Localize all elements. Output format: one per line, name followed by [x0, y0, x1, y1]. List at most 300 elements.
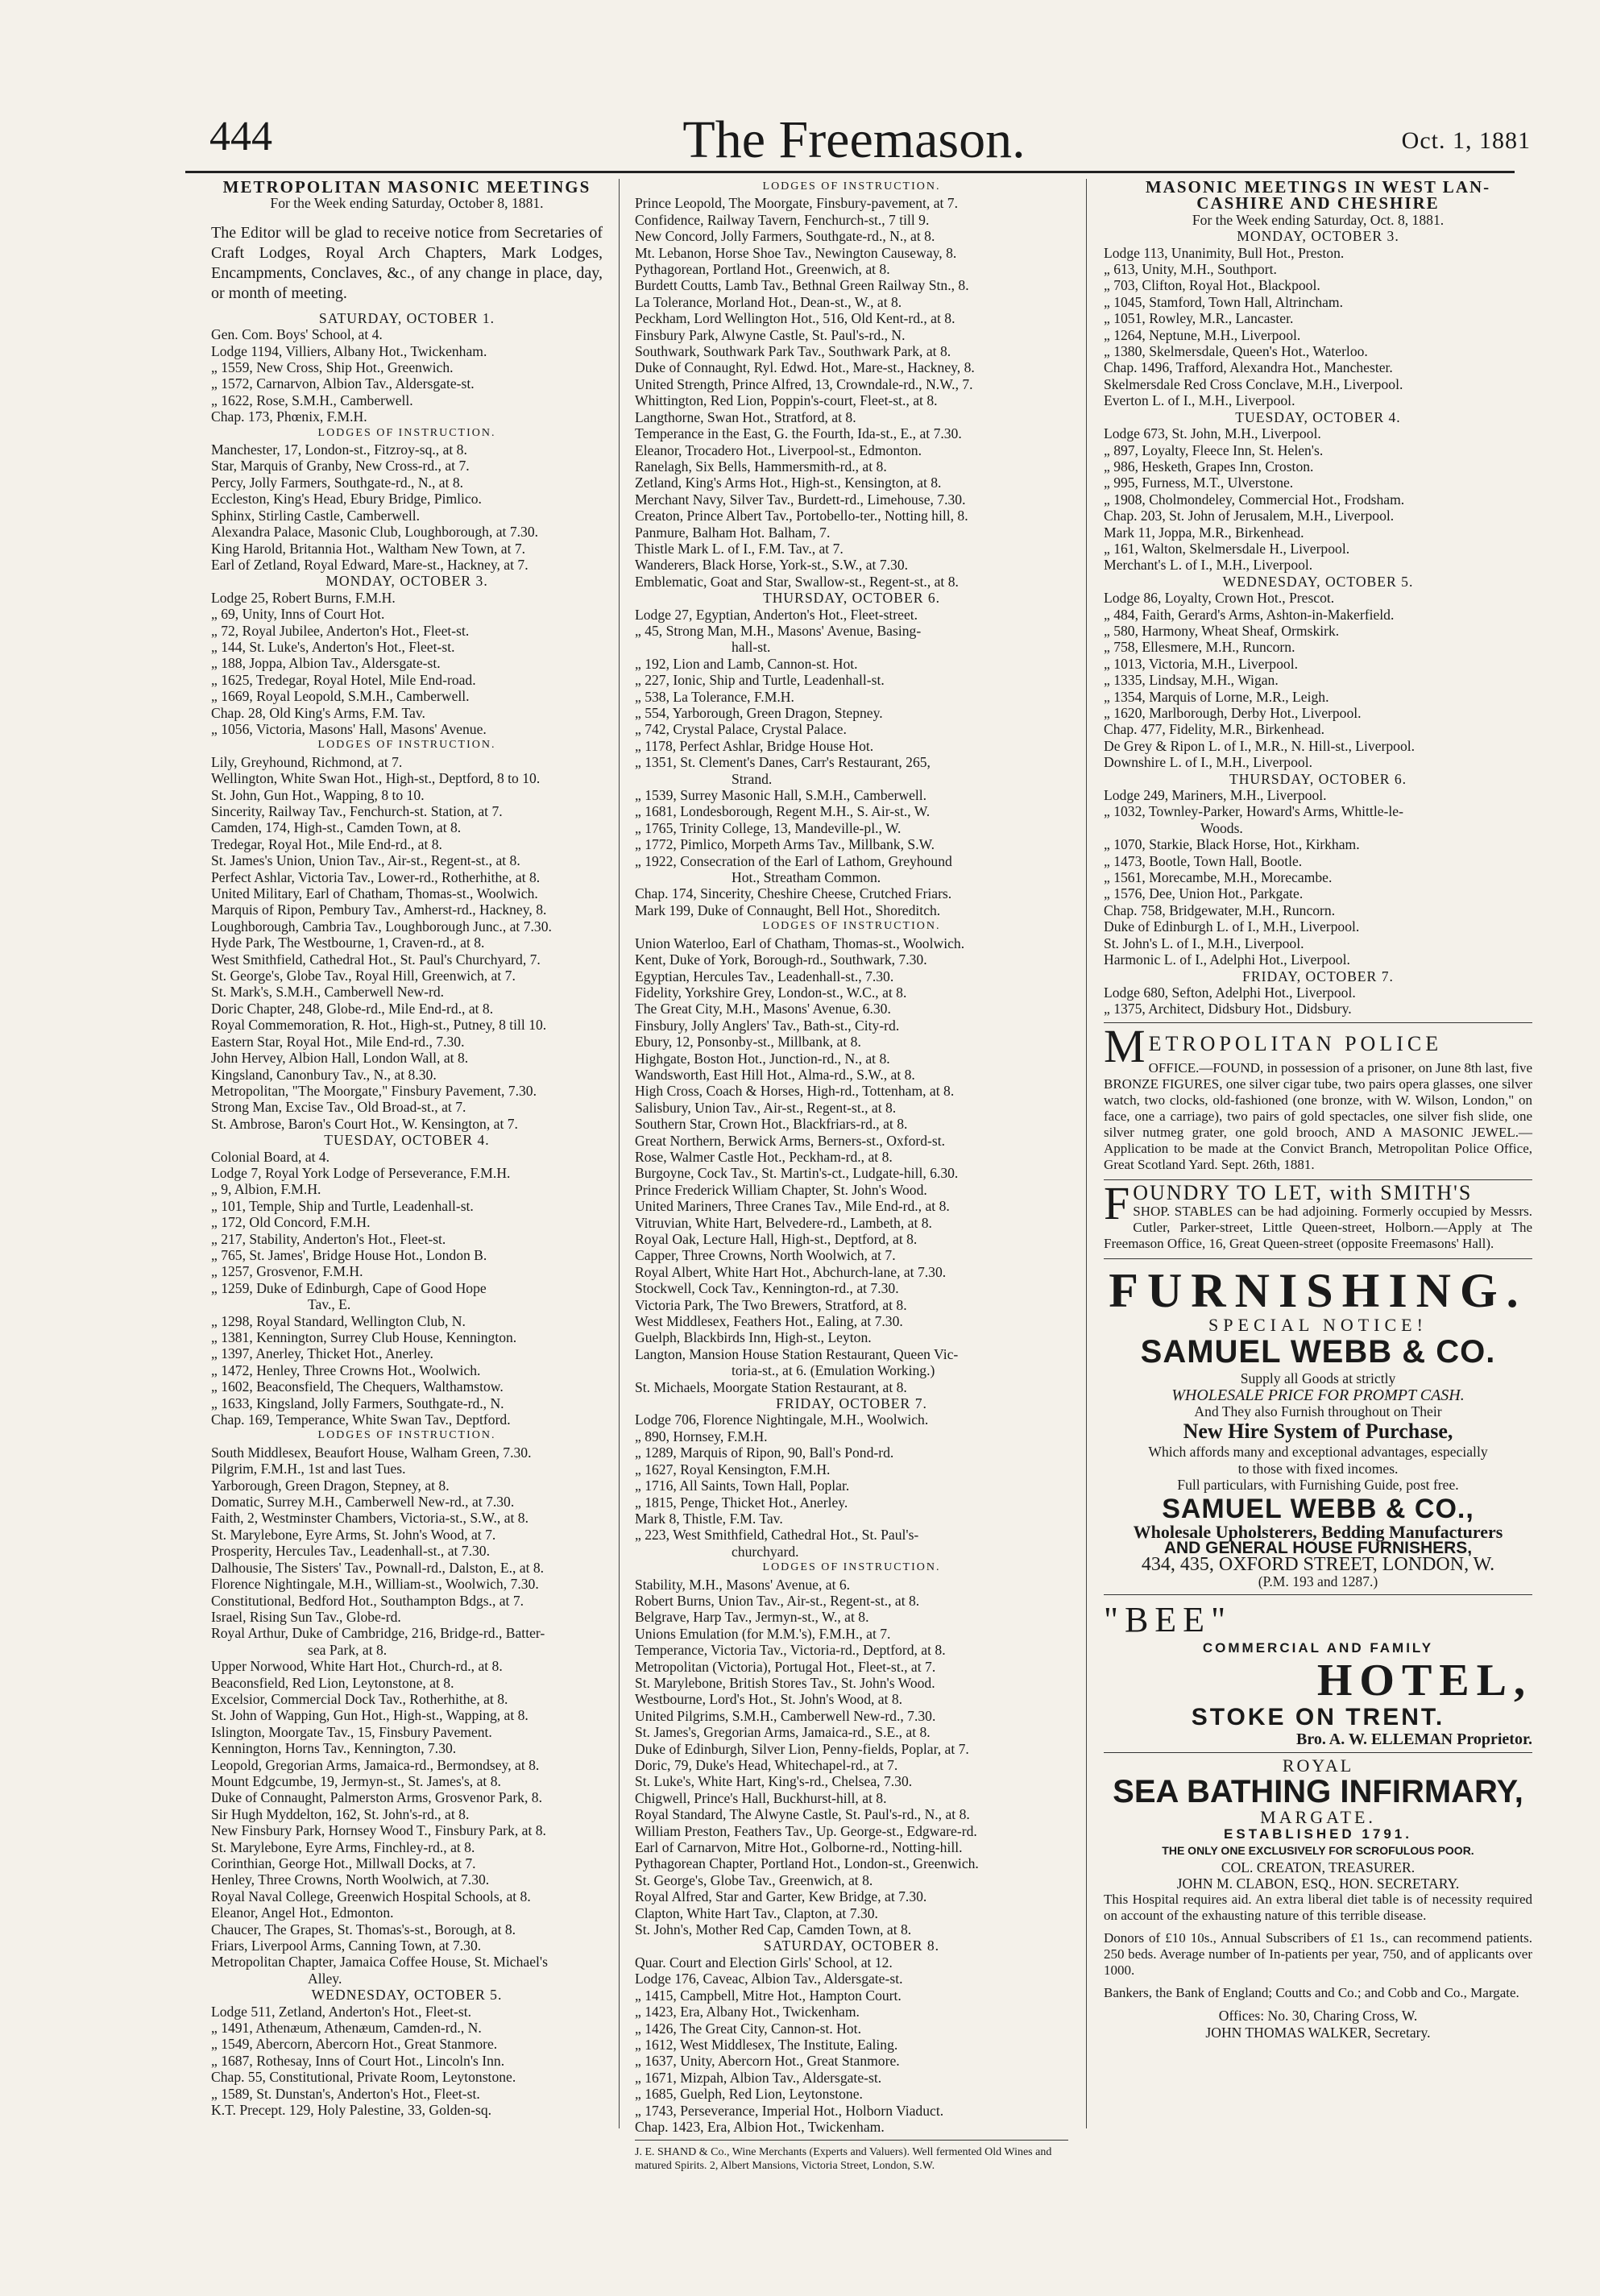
meeting-entry: Ebury, 12, Ponsonby-st., Millbank, at 8.	[635, 1034, 861, 1051]
firm-name: SAMUEL WEBB & CO.	[1140, 1334, 1496, 1370]
hotel-location: STOKE ON TRENT.	[1191, 1703, 1445, 1730]
meeting-entry: John Hervey, Albion Hall, London Wall, at 8.	[211, 1050, 469, 1067]
meeting-entry: Chap. 169, Temperance, White Swan Tav., Deptford.	[211, 1411, 511, 1428]
ad-line: JOHN THOMAS WALKER, Secretary.	[1205, 2024, 1431, 2041]
meeting-entry: Ranelagh, Six Bells, Hammersmith-rd., at 8.	[635, 458, 887, 475]
section-subheading: For the Week ending Saturday, October 8, 1881.	[270, 195, 544, 212]
meeting-entry: Eleanor, Trocadero Hot., Liverpool-st., Edmonton.	[635, 441, 922, 458]
ad-line: WHOLESALE PRICE FOR PROMPT CASH.	[1171, 1386, 1465, 1404]
meeting-entry: „ 1351, St. Clement's Danes, Carr's Restaurant, 265,	[635, 754, 931, 771]
meeting-entry: Florence Nightingale, M.H., William-st., Woolwich, 7.30.	[211, 1576, 539, 1593]
meeting-entry: Unions Emulation (for M.M.'s), F.M.H., at 7.	[635, 1625, 891, 1642]
meeting-entry: Duke of Edinburgh L. of I., M.H., Liverpool.	[1104, 918, 1360, 935]
meeting-entry: „ 897, Loyalty, Fleece Inn, St. Helen's.	[1104, 441, 1324, 458]
meeting-entry: St. James's, Gregorian Arms, Jamaica-rd., S.E., at 8.	[635, 1724, 931, 1741]
meeting-entry: „ 580, Harmony, Wheat Sheaf, Ormskirk.	[1104, 622, 1340, 639]
meeting-entry: „ 1381, Kennington, Surrey Club House, Kennington.	[211, 1329, 517, 1345]
meeting-entry: „ 192, Lion and Lamb, Cannon-st. Hot.	[635, 655, 858, 672]
meeting-entry: „ 1354, Marquis of Lorne, M.R., Leigh.	[1104, 688, 1329, 705]
meeting-entry: Alexandra Palace, Masonic Club, Loughborough, at 7.30.	[211, 524, 539, 541]
meeting-entry: Peckham, Lord Wellington Hot., 516, Old Kent-rd., at 8.	[635, 310, 955, 327]
meeting-entry: Langton, Mansion House Station Restaurant, Queen Vic-	[635, 1345, 959, 1362]
meeting-entry: Mount Edgcumbe, 19, Jermyn-st., St. James's, at 8.	[211, 1772, 501, 1789]
ad-line: Offices: No. 30, Charing Cross, W.	[1218, 2008, 1418, 2025]
ad-body: Bankers, the Bank of England; Coutts and Co.; and Cobb and Co., Margate.	[1104, 1985, 1519, 2001]
meeting-entry: Robert Burns, Union Tav., Air-st., Regent-st., at 8.	[635, 1592, 920, 1609]
meeting-entry: hall-st.	[732, 639, 771, 656]
day-heading: WEDNESDAY, OCTOBER 5.	[311, 1987, 503, 2004]
meeting-entry: Lodge 1194, Villiers, Albany Hot., Twickenham.	[211, 342, 487, 359]
meeting-entry: „ 1743, Perseverance, Imperial Hot., Holborn Viaduct.	[635, 2102, 944, 2119]
meeting-entry: Langthorne, Swan Hot., Stratford, at 8.	[635, 408, 856, 425]
meeting-entry: Thistle Mark L. of I., F.M. Tav., at 7.	[635, 540, 844, 557]
meeting-entry: Beaconsfield, Red Lion, Leytonstone, at 8.	[211, 1674, 454, 1691]
meeting-entry: „ 144, St. Luke's, Anderton's Hot., Fleet-st.	[211, 638, 455, 655]
infirmary-ad	[1104, 1755, 1532, 2041]
meeting-entry: „ 1426, The Great City, Cannon-st. Hot.	[635, 2020, 861, 2037]
bee-hotel-ad	[1104, 1600, 1532, 1747]
meeting-entry: Whittington, Red Lion, Poppin's-court, Fleet-st., at 8.	[635, 392, 938, 409]
meeting-entry: Chap. 1496, Trafford, Alexandra Hot., Manchester.	[1104, 359, 1393, 376]
meeting-entry: „ 1415, Campbell, Mitre Hot., Hampton Court.	[635, 1987, 902, 2004]
column-divider	[619, 179, 620, 2128]
meeting-entry: St. John's L. of I., M.H., Liverpool.	[1104, 935, 1304, 951]
meeting-entry: Royal Naval College, Greenwich Hospital Schools, at 8.	[211, 1888, 531, 1904]
ad-line: ROYAL	[1282, 1755, 1354, 1776]
meeting-entry: Earl of Zetland, Royal Edward, Mare-st., Hackney, at 7.	[211, 556, 528, 573]
meeting-entry: Manchester, 17, London-st., Fitzroy-sq., at 8.	[211, 441, 467, 458]
masthead-rule	[185, 171, 1515, 173]
meeting-entry: Mark 11, Joppa, M.R., Birkenhead.	[1104, 524, 1304, 541]
meeting-entry: Metropolitan (Victoria), Portugal Hot., Fleet-st., at 7.	[635, 1658, 936, 1675]
meeting-entry: New Finsbury Park, Hornsey Wood T., Finsbury Park, at 8.	[211, 1822, 546, 1839]
ad-line: (P.M. 193 and 1287.)	[1258, 1573, 1378, 1589]
day-heading: THURSDAY, OCTOBER 6.	[762, 590, 941, 607]
meeting-entry: Colonial Board, at 4.	[211, 1148, 330, 1165]
meeting-entry: Guelph, Blackbirds Inn, High-st., Leyton.	[635, 1329, 872, 1346]
meeting-entry: „ 1013, Victoria, M.H., Liverpool.	[1104, 655, 1298, 672]
meeting-entry: „ 161, Walton, Skelmersdale H., Liverpool.	[1104, 540, 1350, 557]
meeting-entry: „ 613, Unity, M.H., Southport.	[1104, 261, 1277, 278]
section-heading-cont: CASHIRE AND CHESHIRE	[1196, 193, 1440, 213]
meeting-entry: St. Ambrose, Baron's Court Hot., W. Kensington, at 7.	[211, 1115, 518, 1132]
meeting-entry: Royal Standard, The Alwyne Castle, St. Paul's-rd., N., at 8.	[635, 1806, 970, 1823]
meeting-entry: „ 1671, Mizpah, Albion Tav., Aldersgate-st.	[635, 2069, 882, 2086]
meeting-entry: Creaton, Prince Albert Tav., Portobello-ter., Notting hill, 8.	[635, 508, 968, 524]
meeting-entry: churchyard.	[732, 1543, 799, 1560]
meeting-entry: Chigwell, Prince's Hall, Buckhurst-hill, at 8.	[635, 1789, 887, 1806]
meeting-entry: „ 1908, Cholmondeley, Commercial Hot., Frodsham.	[1104, 491, 1405, 508]
ad-line: Which affords many and exceptional advantages, especially	[1148, 1444, 1488, 1461]
ad-line: to those with fixed incomes.	[1237, 1460, 1399, 1477]
meeting-entry: St. John, Gun Hot., Wapping, 8 to 10.	[211, 786, 425, 803]
subsection-heading: LODGES OF INSTRUCTION.	[317, 1429, 496, 1442]
meeting-entry: St. James's Union, Union Tav., Air-st., Regent-st., at 8.	[211, 852, 520, 869]
meeting-entry: St. Marylebone, British Stores Tav., St. John's Wood.	[635, 1674, 935, 1691]
police-notice	[1104, 1019, 1532, 1173]
meeting-entry: Lodge 7, Royal York Lodge of Perseverance, F.M.H.	[211, 1164, 511, 1181]
meeting-entry: „ 538, La Tolerance, F.M.H.	[635, 688, 794, 705]
meeting-entry: Henley, Three Crowns, North Woolwich, at 7.30.	[211, 1871, 490, 1888]
meeting-list	[1104, 228, 1532, 1017]
meeting-entry: „ 1765, Trinity College, 13, Mandeville-pl., W.	[635, 819, 902, 836]
masthead	[177, 110, 1531, 169]
meeting-entry: „ 172, Old Concord, F.M.H.	[211, 1214, 371, 1231]
foundry-body: SHOP. STABLES can be had adjoining. Formerly occupied by Messrs. Cutler, Parker-street, Little Queen-street, Holborn.—Apply at The Freemason Office, 16, Great Queen-street (opposite Freemasons' Hall).	[1104, 1203, 1532, 1251]
meeting-entry: Mark 199, Duke of Connaught, Bell Hot., Shoreditch.	[635, 901, 941, 918]
meeting-entry: Prince Frederick William Chapter, St. John's Wood.	[635, 1181, 927, 1198]
meeting-entry: „ 1423, Era, Albany Hot., Twickenham.	[635, 2004, 860, 2020]
meeting-entry: St. Marylebone, Eyre Arms, Finchley-rd., at 8.	[211, 1838, 475, 1855]
meeting-entry: „ 1620, Marlborough, Derby Hot., Liverpool.	[1104, 705, 1362, 721]
meeting-entry: Chap. 203, St. John of Jerusalem, M.H., Liverpool.	[1104, 508, 1395, 524]
meeting-entry: Wandsworth, East Hill Hot., Alma-rd., S.W., at 8.	[635, 1066, 915, 1083]
meeting-entry: Eastern Star, Royal Hot., Mile End-rd., 7.30.	[211, 1033, 465, 1050]
meeting-entry: United Strength, Prince Alfred, 13, Crowndale-rd., N.W., 7.	[635, 375, 973, 392]
day-heading: THURSDAY, OCTOBER 6.	[1229, 770, 1407, 787]
divider	[1104, 1258, 1532, 1259]
furnishing-ad	[1104, 1264, 1532, 1589]
divider	[1104, 1594, 1532, 1595]
meeting-entry: toria-st., at 6. (Emulation Working.)	[732, 1362, 935, 1379]
meeting-entry: „ 45, Strong Man, M.H., Masons' Avenue, Basing-	[635, 622, 922, 639]
meeting-entry: Strong Man, Excise Tav., Old Broad-st., at 7.	[211, 1099, 466, 1116]
meeting-entry: „ 1491, Athenæum, Athenæum, Camden-rd., N.	[211, 2020, 482, 2037]
ad-line: New Hire System of Purchase,	[1183, 1419, 1453, 1444]
meeting-entry: Israel, Rising Sun Tav., Globe-rd.	[211, 1608, 401, 1625]
meeting-entry: De Grey & Ripon L. of I., M.R., N. Hill-st., Liverpool.	[1104, 737, 1416, 754]
meeting-entry: United Mariners, Three Cranes Tav., Mile End-rd., at 8.	[635, 1198, 950, 1215]
meeting-entry: Kingsland, Canonbury Tav., N., at 8.30.	[211, 1066, 437, 1083]
meeting-entry: „ 9, Albion, F.M.H.	[211, 1181, 321, 1198]
meeting-entry: „ 1627, Royal Kensington, F.M.H.	[635, 1461, 831, 1477]
firm-name: SAMUEL WEBB & CO.,	[1162, 1493, 1474, 1524]
infirmary-name: SEA BATHING INFIRMARY,	[1113, 1774, 1523, 1810]
meeting-entry: Lodge 706, Florence Nightingale, M.H., Woolwich.	[635, 1411, 929, 1428]
foundry-ad	[1104, 1176, 1532, 1252]
meeting-entry: High Cross, Coach & Horses, High-rd., Tottenham, at 8.	[635, 1083, 955, 1100]
meeting-entry: St. George's, Globe Tav., Greenwich, at 8.	[635, 1871, 873, 1888]
meeting-entry: „ 1264, Neptune, M.H., Liverpool.	[1104, 326, 1301, 343]
meeting-entry: „ 484, Faith, Gerard's Arms, Ashton-in-Makerfield.	[1104, 606, 1395, 623]
meeting-entry: „ 1289, Marquis of Ripon, 90, Ball's Pond-rd.	[635, 1444, 894, 1461]
day-heading: SATURDAY, OCTOBER 8.	[763, 1938, 940, 1954]
meeting-entry: Lodge 176, Caveac, Albion Tav., Aldersgate-st.	[635, 1971, 903, 1987]
meeting-entry: Pythagorean Chapter, Portland Hot., London-st., Greenwich.	[635, 1855, 979, 1872]
meeting-entry: West Smithfield, Cathedral Hot., St. Paul's Churchyard, 7.	[211, 951, 541, 968]
meeting-entry: Kennington, Horns Tav., Kennington, 7.30.	[211, 1740, 457, 1757]
meeting-entry: Lodge 673, St. John, M.H., Liverpool.	[1104, 425, 1321, 442]
meeting-entry: King Harold, Britannia Hot., Waltham New Town, at 7.	[211, 540, 526, 557]
meeting-entry: United Pilgrims, S.M.H., Camberwell New-rd., 7.30.	[635, 1707, 936, 1724]
meeting-entry: Chap. 1423, Era, Albion Hot., Twickenham.	[635, 2118, 885, 2135]
meeting-entry: Confidence, Railway Tavern, Fenchurch-st., 7 till 9.	[635, 211, 930, 228]
meeting-entry: „ 1681, Londesborough, Regent M.H., S. Air-st., W.	[635, 803, 931, 820]
meeting-entry: Gen. Com. Boys' School, at 4.	[211, 326, 383, 343]
meeting-entry: Corinthian, George Hot., Millwall Docks, at 7.	[211, 1855, 476, 1871]
meeting-entry: Eccleston, King's Head, Ebury Bridge, Pimlico.	[211, 491, 482, 508]
meeting-entry: Doric, 79, Duke's Head, Whitechapel-rd., at 7.	[635, 1757, 898, 1773]
meeting-entry: Mark 8, Thistle, F.M. Tav.	[635, 1510, 783, 1527]
meeting-entry: Salisbury, Union Tav., Air-st., Regent-st., at 8.	[635, 1099, 897, 1116]
meeting-entry: „ 1622, Rose, S.M.H., Camberwell.	[211, 392, 413, 408]
meeting-entry: Leopold, Gregorian Arms, Jamaica-rd., Bermondsey, at 8.	[211, 1756, 540, 1773]
meeting-entry: William Preston, Feathers Tav., Up. George-st., Edgware-rd.	[635, 1822, 977, 1839]
ad-line: JOHN M. CLABON, ESQ., HON. SECRETARY.	[1176, 1875, 1460, 1892]
meeting-entry: Capper, Three Crowns, North Woolwich, at 7.	[635, 1247, 896, 1264]
police-headline: ETROPOLITAN POLICE	[1148, 1031, 1443, 1055]
meeting-entry: „ 758, Ellesmere, M.H., Runcorn.	[1104, 639, 1295, 656]
meeting-entry: Victoria Park, The Two Brewers, Stratford, at 8.	[635, 1296, 907, 1313]
divider	[1104, 1752, 1532, 1753]
meeting-entry: Downshire L. of I., M.H., Liverpool.	[1104, 754, 1312, 771]
meeting-entry: „ 1178, Perfect Ashlar, Bridge House Hot.	[635, 737, 874, 754]
meeting-entry: „ 1772, Pimlico, Morpeth Arms Tav., Millbank, S.W.	[635, 836, 935, 853]
section-subheading: For the Week ending Saturday, Oct. 8, 1881.	[1192, 211, 1445, 228]
meeting-entry: Woods.	[1200, 819, 1243, 836]
meeting-entry: „ 72, Royal Jubilee, Anderton's Hot., Fleet-st.	[211, 622, 470, 639]
meeting-entry: „ 1922, Consecration of the Earl of Lathom, Greyhound	[635, 852, 952, 869]
subsection-heading: LODGES OF INSTRUCTION.	[762, 920, 941, 933]
infirmary-place: MARGATE.	[1260, 1807, 1376, 1828]
special-notice: SPECIAL NOTICE!	[1208, 1314, 1428, 1335]
meeting-entry: „ 1602, Beaconsfield, The Chequers, Walthamstow.	[211, 1378, 504, 1395]
meeting-entry: Egyptian, Hercules Tav., Leadenhall-st., 7.30.	[635, 968, 894, 984]
meeting-entry: Duke of Edinburgh, Silver Lion, Penny-fields, Poplar, at 7.	[635, 1740, 969, 1757]
meeting-entry: Upper Norwood, White Hart Hot., Church-rd., at 8.	[211, 1658, 503, 1675]
meeting-entry: „ 1397, Anerley, Thicket Hot., Anerley.	[211, 1345, 433, 1362]
meeting-entry: „ 1625, Tredegar, Royal Hotel, Mile End-road.	[211, 671, 476, 688]
meeting-entry: „ 1549, Abercorn, Abercorn Hot., Great Stanmore.	[211, 2036, 498, 2053]
meeting-entry: sea Park, at 8.	[308, 1641, 388, 1658]
meeting-entry: Chaucer, The Grapes, St. Thomas's-st., Borough, at 8.	[211, 1921, 516, 1938]
meeting-entry: Lodge 27, Egyptian, Anderton's Hot., Fleet-street.	[635, 606, 918, 623]
meeting-list	[211, 310, 603, 2119]
meeting-entry: „ 1056, Victoria, Masons' Hall, Masons' Avenue.	[211, 720, 487, 737]
meeting-entry: „ 1669, Royal Leopold, S.M.H., Camberwell.	[211, 688, 470, 705]
newspaper-title: The Freemason.	[682, 110, 1026, 169]
meeting-entry: Eleanor, Angel Hot., Edmonton.	[211, 1904, 394, 1921]
day-heading: SATURDAY, OCTOBER 1.	[318, 309, 495, 326]
meeting-entry: „ 1070, Starkie, Black Horse, Hot., Kirkham.	[1104, 836, 1360, 853]
meeting-entry: Loughborough, Cambria Tav., Loughborough Junc., at 7.30.	[211, 918, 552, 935]
editor-notice: The Editor will be glad to receive notice from Secretaries of Craft Lodges, Royal Arch Chapters, Mark Lodges, Encampments, Conclaves, &c., of any change in place, day, or month of meeting.	[211, 223, 603, 302]
ad-line: Supply all Goods at strictly	[1240, 1370, 1396, 1387]
meeting-entry: „ 1259, Duke of Edinburgh, Cape of Good Hope	[211, 1279, 487, 1296]
meeting-entry: The Great City, M.H., Masons' Avenue, 6.30.	[635, 1001, 891, 1017]
meeting-entry: „ 1685, Guelph, Red Lion, Leytonstone.	[635, 2086, 863, 2103]
meeting-entry: „ 742, Crystal Palace, Crystal Palace.	[635, 721, 847, 738]
ad-line: And They also Furnish throughout on Their	[1194, 1403, 1442, 1419]
meeting-entry: Lodge 25, Robert Burns, F.M.H.	[211, 589, 396, 606]
furnishing-title: FURNISHING.	[1109, 1263, 1527, 1317]
meeting-entry: „ 1561, Morecambe, M.H., Morecambe.	[1104, 869, 1333, 886]
meeting-entry: Everton L. of I., M.H., Liverpool.	[1104, 392, 1295, 409]
drop-cap: M	[1104, 1019, 1146, 1072]
meeting-entry: South Middlesex, Beaufort House, Walham Green, 7.30.	[211, 1444, 532, 1461]
meeting-entry: Burdett Coutts, Lamb Tav., Bethnal Green Railway Stn., 8.	[635, 277, 969, 294]
meeting-entry: Panmure, Balham Hot. Balham, 7.	[635, 524, 831, 541]
day-heading: FRIDAY, OCTOBER 7.	[776, 1395, 927, 1412]
meeting-entry: Wellington, White Swan Hot., High-st., Deptford, 8 to 10.	[211, 770, 541, 787]
divider	[1104, 1179, 1532, 1180]
meeting-entry: St. John of Wapping, Gun Hot., High-st., Wapping, at 8.	[211, 1707, 528, 1724]
ad-line: Full particulars, with Furnishing Guide, post free.	[1177, 1477, 1459, 1494]
meeting-entry: Friars, Liverpool Arms, Canning Town, at 7.30.	[211, 1938, 482, 1954]
meeting-entry: Doric Chapter, 248, Globe-rd., Mile End-rd., at 8.	[211, 1000, 494, 1017]
meeting-entry: „ 1473, Bootle, Town Hall, Bootle.	[1104, 852, 1303, 869]
meeting-entry: „ 765, St. James', Bridge House Hot., London B.	[211, 1246, 487, 1263]
meeting-entry: Duke of Connaught, Palmerston Arms, Grosvenor Park, 8.	[211, 1789, 542, 1806]
meeting-entry: „ 1380, Skelmersdale, Queen's Hot., Waterloo.	[1104, 343, 1368, 360]
meeting-entry: K.T. Precept. 129, Holy Palestine, 33, Golden-sq.	[211, 2102, 492, 2119]
meeting-entry: Temperance in the East, G. the Fourth, Ida-st., E., at 7.30.	[635, 425, 962, 442]
meeting-entry: Sincerity, Railway Tav., Fenchurch-st. Station, at 7.	[211, 803, 503, 819]
meeting-entry: Merchant Navy, Silver Tav., Burdett-rd., Limehouse, 7.30.	[635, 491, 966, 508]
meeting-entry: Lodge 86, Loyalty, Crown Hot., Prescot.	[1104, 590, 1335, 607]
subsection-heading: LODGES OF INSTRUCTION.	[762, 1561, 941, 1574]
meeting-entry: „ 1257, Grosvenor, F.M.H.	[211, 1263, 363, 1280]
meeting-entry: „ 1633, Kingsland, Jolly Farmers, Southgate-rd., N.	[211, 1395, 504, 1411]
day-heading: MONDAY, OCTOBER 3.	[325, 573, 488, 590]
meeting-entry: Hot., Streatham Common.	[732, 869, 881, 886]
column-metropolitan-meetings	[211, 179, 603, 2136]
day-heading: WEDNESDAY, OCTOBER 5.	[1222, 573, 1414, 590]
meeting-entry: Prince Leopold, The Moorgate, Finsbury-pavement, at 7.	[635, 195, 958, 212]
ad-line: THE ONLY ONE EXCLUSIVELY FOR SCROFULOUS POOR.	[1162, 1844, 1474, 1858]
meeting-entry: Great Northern, Berwick Arms, Berners-st., Oxford-st.	[635, 1132, 946, 1149]
divider	[1104, 1022, 1532, 1023]
address: 434, 435, OXFORD STREET, LONDON, W.	[1141, 1554, 1495, 1576]
meeting-entry: Metropolitan, "The Moorgate," Finsbury Pavement, 7.30.	[211, 1082, 537, 1099]
meeting-entry: „ 223, West Smithfield, Cathedral Hot., St. Paul's-	[635, 1527, 919, 1544]
meeting-entry: St. Luke's, White Hart, King's-rd., Chelsea, 7.30.	[635, 1773, 913, 1790]
meeting-entry: Star, Marquis of Granby, New Cross-rd., at 7.	[211, 458, 470, 475]
meeting-entry: „ 995, Furness, M.T., Ulverstone.	[1104, 475, 1294, 491]
ad-line: AND GENERAL HOUSE FURNISHERS,	[1163, 1538, 1473, 1557]
meeting-entry: Clapton, White Hart Tav., Clapton, at 7.30.	[635, 1904, 878, 1921]
meeting-entry: „ 1589, St. Dunstan's, Anderton's Hot., Fleet-st.	[211, 2085, 480, 2102]
meeting-entry: Chap. 173, Phœnix, F.M.H.	[211, 408, 367, 425]
meeting-entry: Strand.	[732, 770, 773, 787]
meeting-entry: Skelmersdale Red Cross Conclave, M.H., Liverpool.	[1104, 375, 1403, 392]
issue-date: Oct. 1, 1881	[1401, 127, 1531, 154]
meeting-entry: „ 1375, Architect, Didsbury Hot., Didsbury.	[1104, 1001, 1352, 1017]
column-lancashire-and-ads	[1104, 179, 1532, 2136]
meeting-entry: Lodge 511, Zetland, Anderton's Hot., Fleet-st.	[211, 2003, 472, 2020]
meeting-entry: „ 1539, Surrey Masonic Hall, S.M.H., Camberwell.	[635, 787, 927, 804]
meeting-entry: „ 1612, West Middlesex, The Institute, Ealing.	[635, 2036, 898, 2053]
ad-line: ESTABLISHED 1791.	[1224, 1826, 1412, 1842]
drop-cap: F	[1104, 1176, 1130, 1229]
day-heading: TUESDAY, OCTOBER 4.	[324, 1132, 490, 1149]
meeting-entry: „ 1687, Rothesay, Inns of Court Hot., Lincoln's Inn.	[211, 2052, 505, 2069]
meeting-entry: Percy, Jolly Farmers, Southgate-rd., N., at 8.	[211, 474, 464, 491]
meeting-entry: „ 1045, Stamford, Town Hall, Altrincham.	[1104, 293, 1344, 310]
meeting-entry: Finsbury Park, Alwyne Castle, St. Paul's-rd., N.	[635, 326, 906, 343]
meeting-entry: Lily, Greyhound, Richmond, at 7.	[211, 753, 403, 770]
meeting-entry: „ 890, Hornsey, F.M.H.	[635, 1428, 768, 1444]
meeting-entry: Highgate, Boston Hot., Junction-rd., N., at 8.	[635, 1050, 890, 1067]
meeting-entry: Islington, Moorgate Tav., 15, Finsbury Pavement.	[211, 1723, 492, 1740]
meeting-entry: Excelsior, Commercial Dock Tav., Rotherhithe, at 8.	[211, 1690, 508, 1707]
meeting-entry: Lodge 113, Unanimity, Bull Hot., Preston.	[1104, 244, 1345, 261]
meeting-entry: Lodge 249, Mariners, M.H., Liverpool.	[1104, 787, 1327, 804]
meeting-entry: West Middlesex, Feathers Hot., Ealing, at 7.30.	[635, 1313, 903, 1330]
meeting-entry: Royal Albert, White Hart Hot., Abchurch-lane, at 7.30.	[635, 1263, 947, 1280]
meeting-entry: Lodge 680, Sefton, Adelphi Hot., Liverpool.	[1104, 984, 1356, 1001]
day-heading: MONDAY, OCTOBER 3.	[1237, 228, 1399, 245]
meeting-entry: Royal Commemoration, R. Hot., High-st., Putney, 8 till 10.	[211, 1017, 547, 1034]
meeting-entry: Perfect Ashlar, Victoria Tav., Lower-rd., Rotherhithe, at 8.	[211, 868, 541, 885]
meeting-entry: „ 1472, Henley, Three Crowns Hot., Woolwich.	[211, 1361, 481, 1378]
meeting-entry: Tredegar, Royal Hot., Mile End-rd., at 8.	[211, 835, 442, 852]
meeting-entry: United Military, Earl of Chatham, Thomas-st., Woolwich.	[211, 885, 538, 902]
meeting-entry: Prosperity, Hercules Tav., Leadenhall-st., at 7.30.	[211, 1543, 490, 1560]
meeting-entry: Rose, Walmer Castle Hot., Peckham-rd., at 8.	[635, 1148, 893, 1165]
meeting-entry: Hyde Park, The Westbourne, 1, Craven-rd., at 8.	[211, 935, 485, 951]
meeting-entry: „ 1637, Unity, Abercorn Hot., Great Stanmore.	[635, 2053, 900, 2070]
meeting-entry: „ 227, Ionic, Ship and Turtle, Leadenhall-st.	[635, 672, 885, 689]
meeting-entry: Tav., E.	[308, 1296, 351, 1313]
meeting-entry: Belgrave, Harp Tav., Jermyn-st., W., at 8.	[635, 1609, 869, 1626]
ad-body: This Hospital requires aid. An extra liberal diet table is of necessity required on account of the exhausting nature of this terrible disease.	[1104, 1892, 1532, 1924]
meeting-entry: Stockwell, Cock Tav., Kennington-rd., at 7.30.	[635, 1280, 899, 1297]
day-heading: TUESDAY, OCTOBER 4.	[1235, 408, 1401, 425]
section-heading: MASONIC MEETINGS IN WEST LAN-	[1145, 177, 1491, 197]
meeting-entry: Vitruvian, White Hart, Belvedere-rd., Lambeth, at 8.	[635, 1214, 932, 1231]
meeting-entry: Chap. 55, Constitutional, Private Room, Leytonstone.	[211, 2069, 516, 2086]
meeting-entry: Westbourne, Lord's Hot., St. John's Wood, at 8.	[635, 1691, 903, 1708]
meeting-entry: Mt. Lebanon, Horse Shoe Tav., Newington Causeway, 8.	[635, 244, 957, 261]
hotel-proprietor: Bro. A. W. ELLEMAN Proprietor.	[1296, 1730, 1532, 1748]
column-divider	[1086, 179, 1087, 2128]
meeting-entry: Pilgrim, F.M.H., 1st and last Tues.	[211, 1461, 406, 1477]
meeting-entry: Yarborough, Green Dragon, Stepney, at 8.	[211, 1477, 450, 1494]
meeting-entry: Wanderers, Black Horse, York-st., S.W., at 7.30.	[635, 557, 909, 574]
meeting-entry: Duke of Connaught, Ryl. Edwd. Hot., Mare-st., Hackney, 8.	[635, 359, 975, 376]
meeting-entry: Fidelity, Yorkshire Grey, London-st., W.C., at 8.	[635, 984, 907, 1001]
meeting-entry: Southwark, Southwark Park Tav., Southwark Park, at 8.	[635, 343, 951, 360]
meeting-entry: Merchant's L. of I., M.H., Liverpool.	[1104, 557, 1313, 574]
ad-line: COL. CREATON, TREASURER.	[1221, 1859, 1416, 1875]
meeting-entry: Southern Star, Crown Hot., Blackfriars-rd., at 8.	[635, 1116, 908, 1133]
section-heading: METROPOLITAN MASONIC MEETINGS	[222, 177, 591, 197]
meeting-entry: St. Mark's, S.M.H., Camberwell New-rd.	[211, 984, 445, 1001]
ad-line: Wholesale Upholsterers, Bedding Manufacturers	[1133, 1521, 1503, 1542]
meeting-entry: Chap. 758, Bridgewater, M.H., Runcorn.	[1104, 901, 1336, 918]
meeting-entry: „ 1559, New Cross, Ship Hot., Greenwich.	[211, 359, 454, 376]
meeting-entry: „ 703, Clifton, Royal Hot., Blackpool.	[1104, 277, 1320, 294]
meeting-entry: „ 1815, Penge, Thicket Hot., Anerley.	[635, 1494, 848, 1511]
meeting-entry: St. Michaels, Moorgate Station Restaurant, at 8.	[635, 1378, 907, 1395]
meeting-entry: „ 1576, Dee, Union Hot., Parkgate.	[1104, 885, 1304, 902]
meeting-entry: Constitutional, Bedford Hot., Southampton Bdgs., at 7.	[211, 1592, 524, 1609]
meeting-entry: „ 101, Temple, Ship and Turtle, Leadenhall-st.	[211, 1197, 474, 1214]
meeting-entry: New Concord, Jolly Farmers, Southgate-rd., N., at 8.	[635, 228, 935, 245]
meeting-entry: Burgoyne, Cock Tav., St. Martin's-ct., Ludgate-hill, 6.30.	[635, 1165, 959, 1182]
column-lodges-of-instruction	[635, 179, 1068, 2173]
meeting-entry: „ 986, Hesketh, Grapes Inn, Croston.	[1104, 458, 1314, 475]
meeting-entry: La Tolerance, Morland Hot., Dean-st., W., at 8.	[635, 293, 902, 310]
meeting-entry: Marquis of Ripon, Pembury Tav., Amherst-rd., Hackney, 8.	[211, 901, 547, 918]
meeting-entry: Royal Alfred, Star and Garter, Kew Bridge, at 7.30.	[635, 1888, 927, 1905]
meeting-entry: Chap. 28, Old King's Arms, F.M. Tav.	[211, 704, 425, 721]
meeting-entry: Faith, 2, Westminster Chambers, Victoria-st., S.W., at 8.	[211, 1510, 529, 1527]
meeting-entry: „ 217, Stability, Anderton's Hot., Fleet-st.	[211, 1230, 446, 1247]
divider	[635, 2140, 1068, 2141]
hotel-name: "BEE"	[1104, 1600, 1233, 1640]
